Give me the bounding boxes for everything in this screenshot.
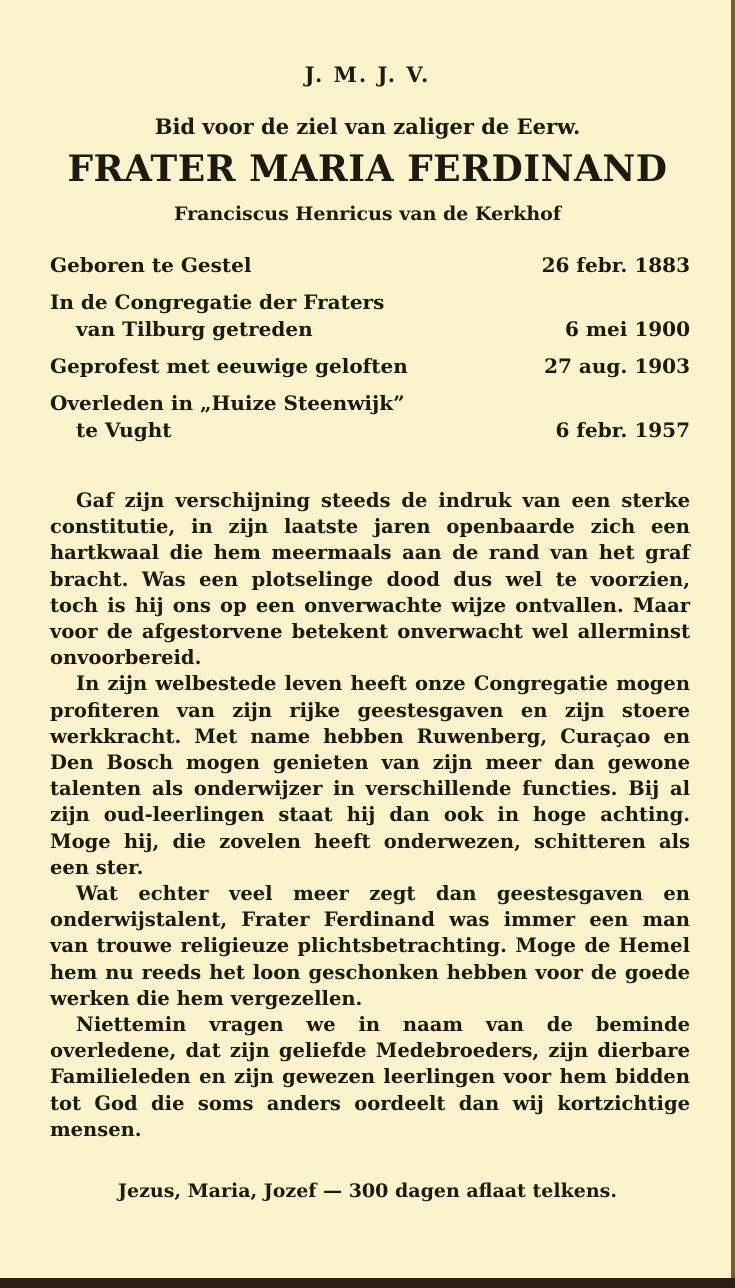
life-facts <box>50 252 690 454</box>
card-edge-bottom <box>0 1278 735 1288</box>
fact-died <box>50 390 690 444</box>
fact-label-cont: van Tilburg getreden <box>76 317 313 341</box>
fact-date: 6 febr. 1957 <box>555 418 690 442</box>
fact-date: 6 mei 1900 <box>565 317 690 341</box>
fact-date: 27 aug. 1903 <box>544 354 690 378</box>
paragraph: Gaf zijn verschijning steeds de indruk van een sterke constitutie, in zijn laatste jaren openbaarde zich een hartkwaal die hem meermaals aan de rand van het graf bracht. Was een plotselinge dood dus wel te voorzien, toch is hij ons op een onverwachte wijze ontvallen. Maar voor de afgestorvene betekent onverwacht wel allerminst onvoorbereid. <box>50 489 690 670</box>
eulogy-text <box>50 488 690 1143</box>
fact-label: Geprofest met eeuwige geloften <box>50 354 408 378</box>
fact-born <box>50 252 690 279</box>
monogram: J. M. J. V. <box>304 62 431 87</box>
fact-label: Geboren te Gestel <box>50 253 252 277</box>
civil-name: Franciscus Henricus van de Kerkhof <box>173 203 562 225</box>
paragraph: Niettemin vragen we in naam van de beminde overledene, dat zijn geliefde Medebroeders, zijn dierbare Familieleden en zijn gewezen leerlingen voor hem bidden tot God die soms anders oordeelt dan wij kortzichtige mensen. <box>50 1013 690 1141</box>
indulgence-line: Jezus, Maria, Jozef — 300 dagen aflaat telkens. <box>118 1180 617 1202</box>
fact-label-cont: te Vught <box>76 418 172 442</box>
card-edge-right <box>731 0 735 1288</box>
fact-label: In de Congregatie der Fraters <box>50 290 385 314</box>
paragraph: In zijn welbestede leven heeft onze Congregatie mogen profiteren van zijn rijke geestesgaven en zijn stoere werkkracht. Met name hebben Ruwenberg, Curaçao en Den Bosch mogen genieten van zijn meer dan gewone talenten als onderwijzer in verschillende functies. Bij al zijn oud-leerlingen staat hij dan ook in hoge achting. Moge hij, die zovelen heeft onderwezen, schitteren als een ster. <box>50 672 690 879</box>
religious-name: FRATER MARIA FERDINAND <box>67 148 668 190</box>
fact-entered <box>50 289 690 343</box>
paragraph: Wat echter veel meer zegt dan geestesgaven en onderwijstalent, Frater Ferdinand was immer een man van trouwe religieuze plichtsbetrachting. Moge de Hemel hem nu reeds het loon geschonken hebben voor de goede werken die hem vergezellen. <box>50 882 690 1010</box>
fact-date: 26 febr. 1883 <box>541 253 690 277</box>
prayer-line: Bid voor de ziel van zaliger de Eerw. <box>154 114 581 139</box>
fact-professed <box>50 353 690 380</box>
fact-label: Overleden in „Huize Steenwijk” <box>50 391 405 415</box>
